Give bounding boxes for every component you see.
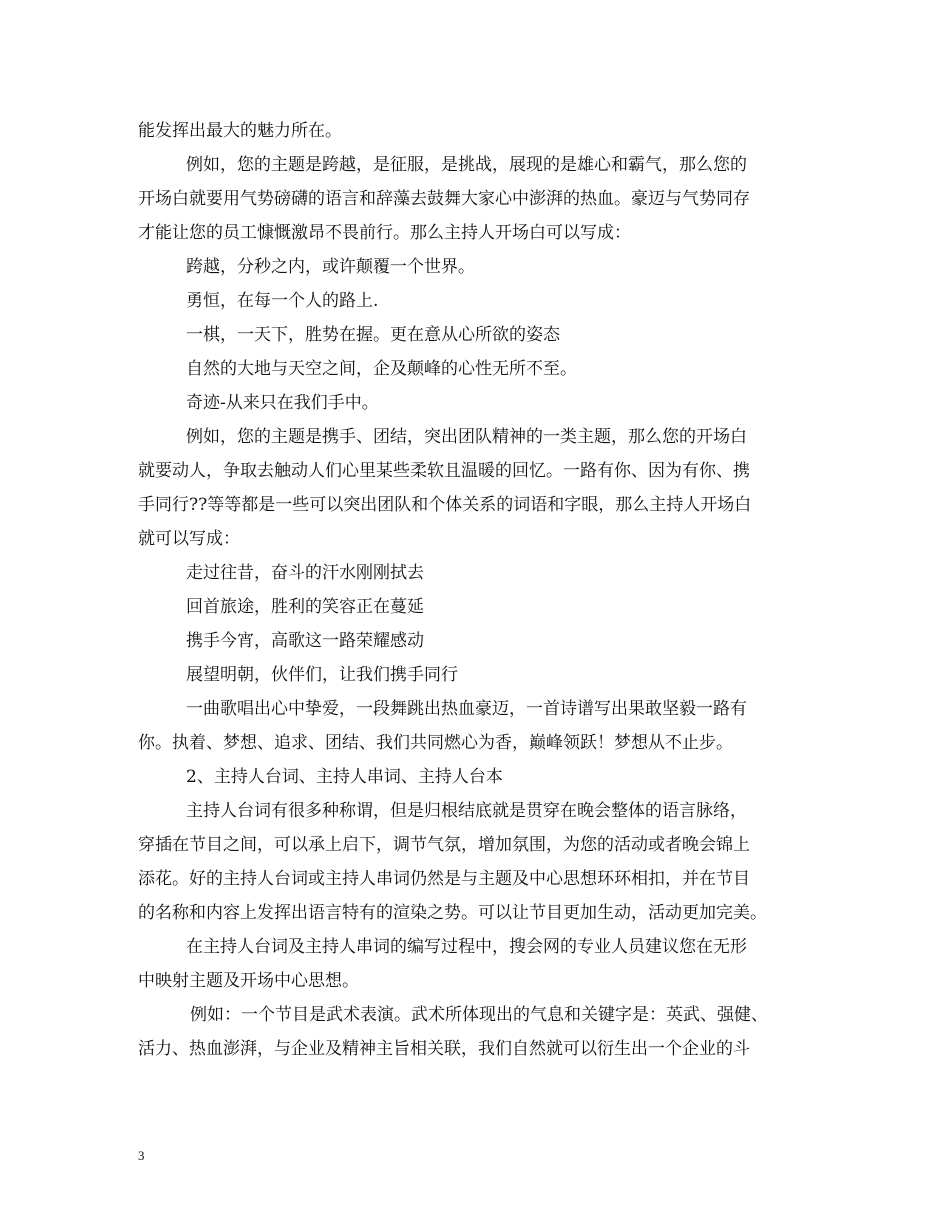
- text-line: 添花。好的主持人台词或主持人串词仍然是与主题及中心思想环环相扣，并在节目: [138, 869, 750, 889]
- text-line: 就可以写成：: [138, 529, 240, 549]
- text-line: 勇恒，在每一个人的路上.: [186, 291, 379, 311]
- text-line: 例如：一个节目是武术表演。武术所体现出的气息和关键字是：英武、强健、: [190, 1005, 768, 1025]
- text-line: 回首旅途，胜利的笑容正在蔓延: [186, 597, 424, 617]
- text-line: 奇迹-从来只在我们手中。: [186, 393, 379, 413]
- text-line: 才能让您的员工慷慨激昂不畏前行。那么主持人开场白可以写成：: [138, 223, 631, 243]
- text-line: 例如，您的主题是携手、团结，突出团队精神的一类主题，那么您的开场白: [186, 427, 747, 447]
- text-line: 活力、热血澎湃，与企业及精神主旨相关联，我们自然就可以衍生出一个企业的斗: [138, 1039, 750, 1059]
- text-line: 开场白就要用气势磅礴的语言和辞藻去鼓舞大家心中澎湃的热血。豪迈与气势同存: [138, 189, 750, 209]
- text-line: 一棋，一天下，胜势在握。更在意从心所欲的姿态: [186, 325, 560, 345]
- document-body: [138, 114, 828, 1066]
- text-line: 跨越，分秒之内，或许颠覆一个世界。: [186, 257, 475, 277]
- text-line: 自然的大地与天空之间，企及颠峰的心性无所不至。: [186, 359, 577, 379]
- text-line: 携手今宵，高歌这一路荣耀感动: [186, 631, 424, 651]
- text-line: 手同行??等等都是一些可以突出团队和个体关系的词语和字眼，那么主持人开场白: [138, 495, 752, 515]
- page-number: 3: [138, 1148, 145, 1163]
- text-line: 走过往昔，奋斗的汗水刚刚拭去: [186, 563, 424, 583]
- text-line: 展望明朝，伙伴们，让我们携手同行: [186, 665, 458, 685]
- text-line: 能发挥出最大的魅力所在。: [138, 121, 342, 141]
- text-line: 主持人台词有很多种称谓，但是归根结底就是贯穿在晚会整体的语言脉络，: [186, 801, 747, 821]
- text-line: 你。执着、梦想、追求、团结、我们共同燃心为香，巅峰领跃！梦想从不止步。: [138, 733, 733, 753]
- text-line: 在主持人台词及主持人串词的编写过程中，搜会网的专业人员建议您在无形: [186, 937, 747, 957]
- text-line: 就要动人，争取去触动人们心里某些柔软且温暖的回忆。一路有你、因为有你、携: [138, 461, 750, 481]
- text-line: 例如，您的主题是跨越，是征服，是挑战，展现的是雄心和霸气，那么您的: [186, 155, 747, 175]
- text-line: 中映射主题及开场中心思想。: [138, 971, 359, 991]
- text-line: 一曲歌唱出心中挚爱，一段舞跳出热血豪迈，一首诗谱写出果敢坚毅一路有: [186, 699, 747, 719]
- text-line: 的名称和内容上发挥出语言特有的渲染之势。可以让节目更加生动，活动更加完美。: [138, 903, 767, 923]
- section-heading: 2、主持人台词、主持人串词、主持人台本: [186, 767, 503, 787]
- text-line: 穿插在节目之间，可以承上启下，调节气氛，增加氛围，为您的活动或者晚会锦上: [138, 835, 750, 855]
